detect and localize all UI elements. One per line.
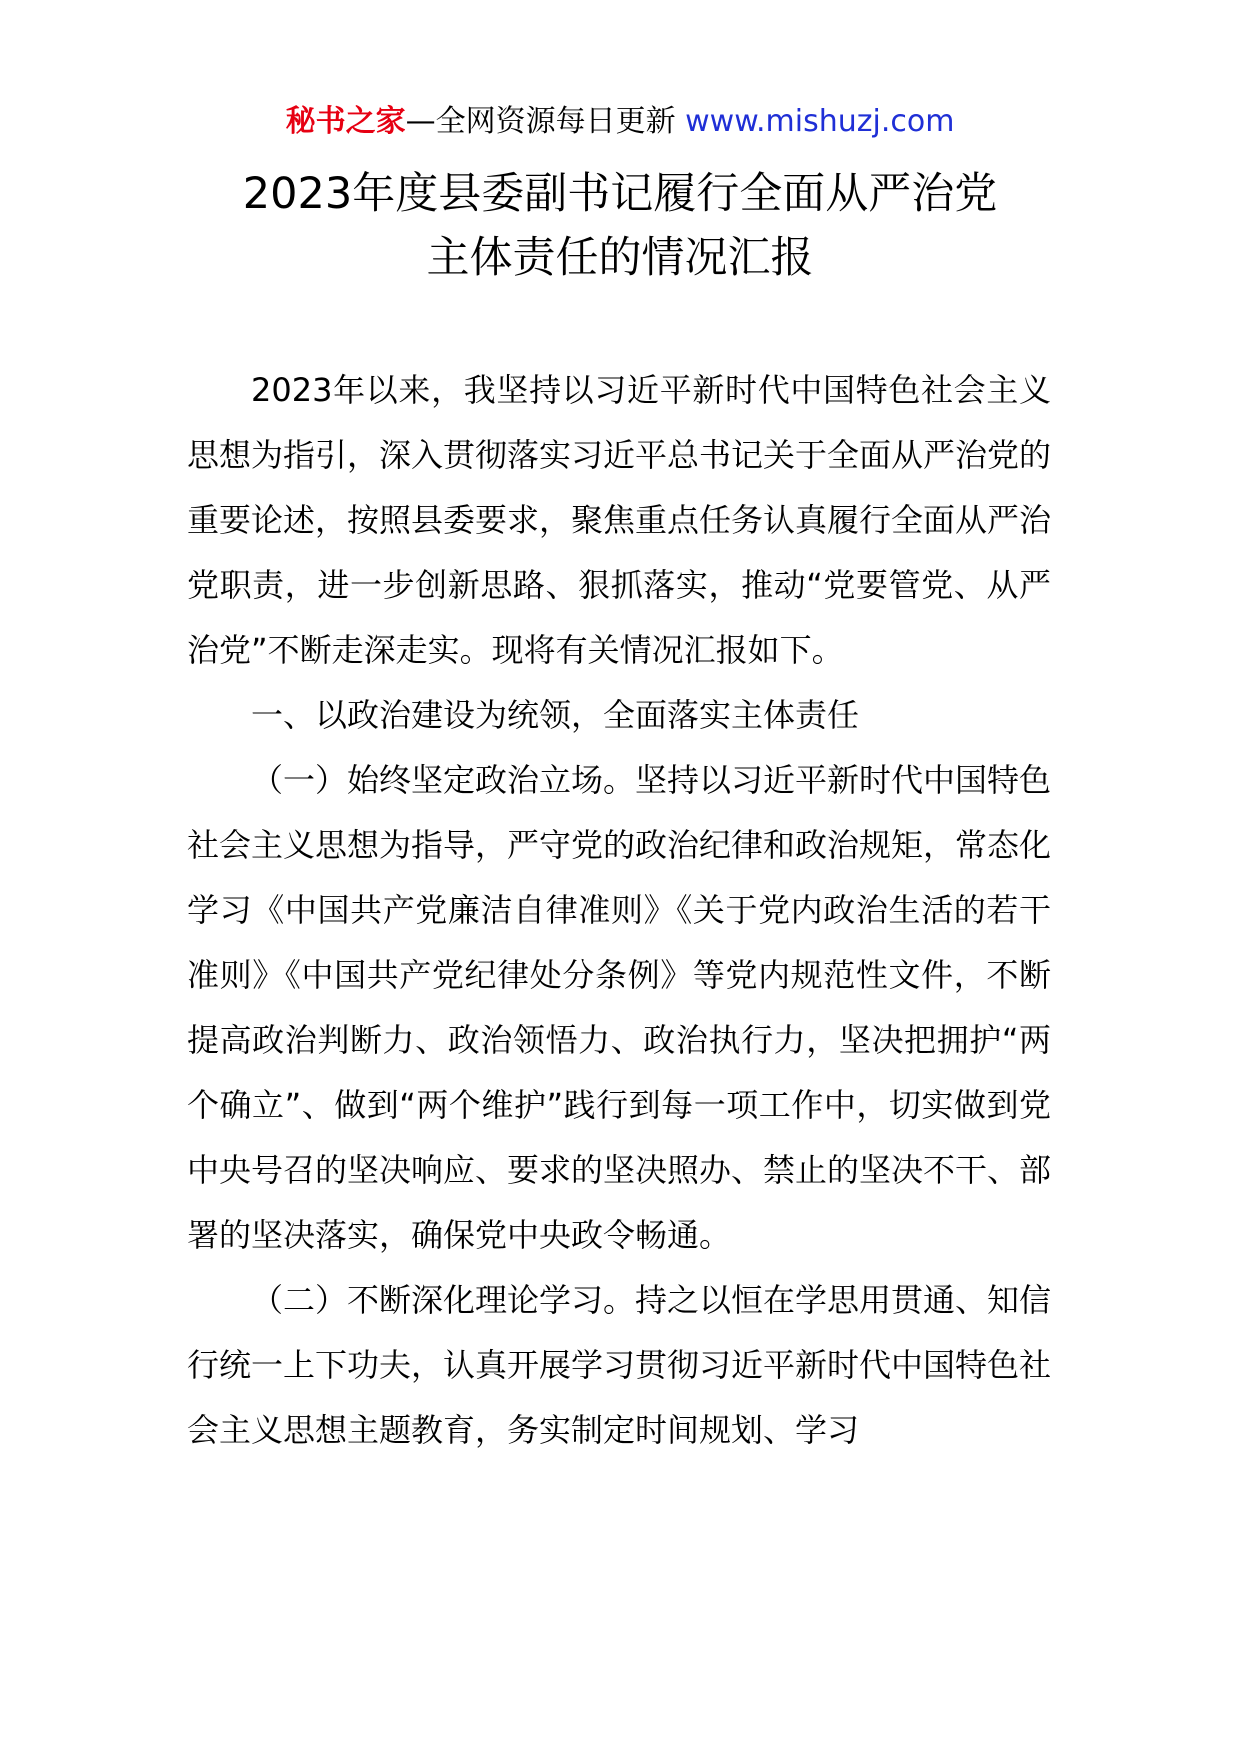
title-line-2: 主体责任的情况汇报 [426, 233, 814, 283]
document-title [0, 162, 1240, 290]
brand-name: 秘书之家 [285, 104, 406, 139]
banner-tagline: —全网资源每日更新 [405, 104, 686, 139]
document-body [187, 358, 1051, 1463]
source-banner [0, 100, 1240, 144]
section-heading: 一、以政治建设为统领，全面落实主体责任 [251, 696, 860, 734]
intro-paragraph: 2023年以来，我坚持以习近平新时代中国特色社会主义思想为指引，深入贯彻落实习近平总书记关于全面从严治党的重要论述，按照县委要求，聚焦重点任务认真履行全面从严治党职责，进一步创新思路、狠抓落实，推动“党要管党、从严治党”不断走深走实。现将有关情况汇报如下。 [187, 371, 1052, 669]
title-line-1: 2023年度县委副书记履行全面从严治党 [242, 169, 998, 219]
site-url-link[interactable]: www.mishuzj.com [685, 104, 955, 139]
body-paragraph: （二）不断深化理论学习。持之以恒在学思用贯通、知信行统一上下功夫，认真开展学习贯彻习近平新时代中国特色社会主义思想主题教育，务实制定时间规划、学习 [187, 1281, 1052, 1449]
body-paragraph: （一）始终坚定政治立场。坚持以习近平新时代中国特色社会主义思想为指导，严守党的政治纪律和政治规矩，常态化学习《中国共产党廉洁自律准则》《关于党内政治生活的若干准则》《中国共产党纪律处分条例》等党内规范性文件，不断提高政治判断力、政治领悟力、政治执行力，坚决把拥护“两个确立”、做到“两个维护”践行到每一项工作中，切实做到党中央号召的坚决响应、要求的坚决照办、禁止的坚决不干、部署的坚决落实，确保党中央政令畅通。 [187, 761, 1052, 1254]
